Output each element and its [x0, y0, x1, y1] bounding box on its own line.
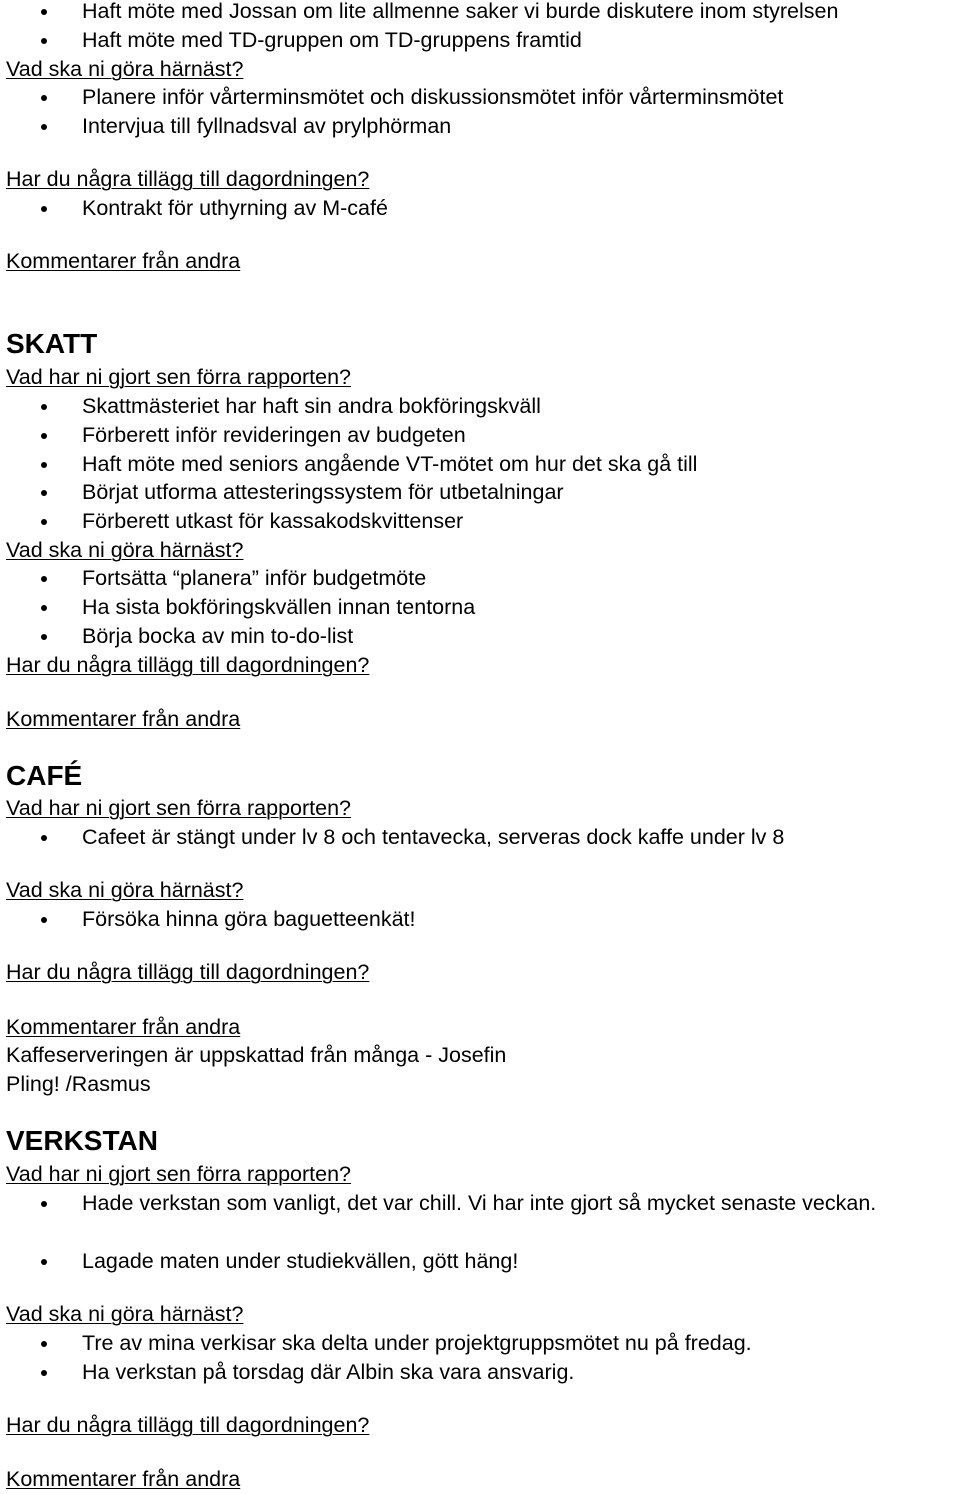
list-item: Haft möte med seniors angående VT-mötet om hur det ska gå till — [82, 452, 698, 476]
section-heading: SKATT — [6, 328, 98, 359]
bullet-icon — [41, 124, 47, 130]
bullet-icon — [41, 917, 47, 923]
list-item: Fortsätta “planera” inför budgetmöte — [82, 566, 427, 590]
list-item: Tre av mina verkisar ska delta under projektgruppsmötet nu på fredag. — [82, 1331, 752, 1355]
question-next: Vad ska ni göra härnäst? — [6, 538, 244, 562]
question-comments: Kommentarer från andra — [6, 249, 241, 273]
question-add: Har du några tillägg till dagordningen? — [6, 1413, 370, 1437]
question-comments: Kommentarer från andra — [6, 1467, 241, 1491]
question-add: Har du några tillägg till dagordningen? — [6, 960, 370, 984]
bullet-icon — [41, 1201, 47, 1207]
bullet-icon — [41, 490, 47, 496]
list-item: Försöka hinna göra baguetteenkät! — [82, 907, 416, 931]
question-done: Vad har ni gjort sen förra rapporten? — [6, 1162, 351, 1186]
section-heading: CAFÉ — [6, 760, 83, 791]
bullet-icon — [41, 404, 47, 410]
bullet-icon — [41, 835, 47, 841]
section-heading: VERKSTAN — [6, 1125, 158, 1156]
bullet-icon — [41, 576, 47, 582]
bullet-icon — [41, 433, 47, 439]
list-item: Kontrakt för uthyrning av M-café — [82, 196, 388, 220]
list-item: Hade verkstan som vanligt, det var chill. Vi har inte gjort så mycket senaste veckan. — [82, 1191, 877, 1215]
question-done: Vad har ni gjort sen förra rapporten? — [6, 796, 351, 820]
question-add: Har du några tillägg till dagordningen? — [6, 653, 370, 677]
question-add: Har du några tillägg till dagordningen? — [6, 167, 370, 191]
list-item: Ha verkstan på torsdag där Albin ska vara ansvarig. — [82, 1360, 575, 1384]
list-item: Förberett utkast för kassakodskvittenser — [82, 509, 464, 533]
bullet-icon — [41, 38, 47, 44]
list-item: Planere inför vårterminsmötet och diskussionsmötet inför vårterminsmötet — [82, 85, 784, 109]
bullet-icon — [41, 206, 47, 212]
list-item: Intervjua till fyllnadsval av prylphörman — [82, 114, 452, 138]
question-comments: Kommentarer från andra — [6, 1015, 241, 1039]
question-next: Vad ska ni göra härnäst? — [6, 878, 244, 902]
question-comments: Kommentarer från andra — [6, 707, 241, 731]
list-item: Lagade maten under studiekvällen, gött häng! — [82, 1249, 519, 1273]
bullet-icon — [41, 634, 47, 640]
list-item: Skattmästeriet har haft sin andra bokföringskväll — [82, 394, 541, 418]
bullet-icon — [41, 95, 47, 101]
list-item: Haft möte med Jossan om lite allmenne saker vi burde diskutere inom styrelsen — [82, 0, 839, 23]
comment-text: Pling! /Rasmus — [6, 1072, 151, 1096]
list-item: Haft möte med TD-gruppen om TD-gruppens framtid — [82, 28, 582, 52]
list-item: Ha sista bokföringskvällen innan tentorna — [82, 595, 476, 619]
question-next: Vad ska ni göra härnäst? — [6, 57, 244, 81]
bullet-icon — [41, 605, 47, 611]
bullet-icon — [41, 519, 47, 525]
bullet-icon — [41, 1341, 47, 1347]
bullet-icon — [41, 9, 47, 15]
list-item: Förberett inför revideringen av budgeten — [82, 423, 466, 447]
question-done: Vad har ni gjort sen förra rapporten? — [6, 365, 351, 389]
list-item: Börjat utforma attesteringssystem för utbetalningar — [82, 480, 564, 504]
question-next: Vad ska ni göra härnäst? — [6, 1302, 244, 1326]
list-item: Börja bocka av min to-do-list — [82, 624, 354, 648]
list-item: Cafeet är stängt under lv 8 och tentavecka, serveras dock kaffe under lv 8 — [82, 825, 785, 849]
bullet-icon — [41, 462, 47, 468]
bullet-icon — [41, 1370, 47, 1376]
comment-text: Kaffeserveringen är uppskattad från många - Josefin — [6, 1043, 507, 1067]
bullet-icon — [41, 1259, 47, 1265]
